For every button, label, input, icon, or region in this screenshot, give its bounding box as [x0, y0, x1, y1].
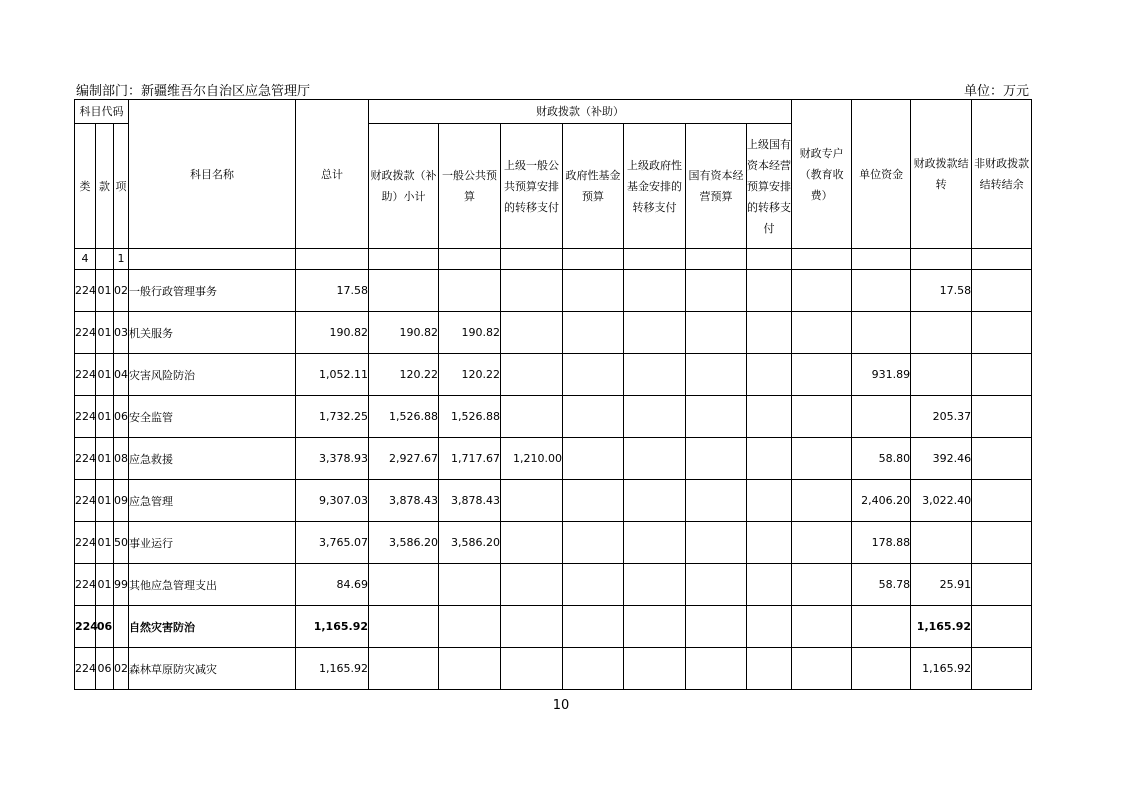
cell-name: 森林草原防灾减灾: [129, 648, 296, 690]
cell-total: 3,378.93: [296, 438, 369, 480]
cell-unit-funds: 178.88: [852, 522, 911, 564]
cell-fiscal-carryover: [911, 522, 972, 564]
cell-unit-funds: 58.78: [852, 564, 911, 606]
cell-unit-funds: 2,406.20: [852, 480, 911, 522]
cell-kuan: 01: [96, 354, 114, 396]
cell-fiscal-carryover: 3,022.40: [911, 480, 972, 522]
col-fiscal-group: 财政拨款（补助）: [369, 100, 792, 124]
cell-name: 自然灾害防治: [129, 606, 296, 648]
cell-lei: 224: [75, 438, 96, 480]
cell-xiang: 06: [114, 396, 129, 438]
cell-xiang: 09: [114, 480, 129, 522]
header-row-1: [75, 100, 1032, 124]
cell-fiscal-carryover: [911, 354, 972, 396]
cell-xiang: 99: [114, 564, 129, 606]
col-lei: 类: [75, 124, 96, 249]
cell-general-budget: [439, 564, 501, 606]
department-label: 编制部门：新疆维吾尔自治区应急管理厅: [76, 84, 311, 99]
cell-unit-funds: 931.89: [852, 354, 911, 396]
cell-general-budget: 3,878.43: [439, 480, 501, 522]
table-row: [75, 522, 1032, 564]
cell-general-budget: 190.82: [439, 312, 501, 354]
cell-kuan: 01: [96, 312, 114, 354]
cell-total: 1,052.11: [296, 354, 369, 396]
cell-xiang: 50: [114, 522, 129, 564]
cell-fiscal-subtotal: [369, 564, 439, 606]
cell-fiscal-subtotal: 2,927.67: [369, 438, 439, 480]
cell-unit-funds: [852, 312, 911, 354]
cell-name: 安全监管: [129, 396, 296, 438]
cell-xiang: 08: [114, 438, 129, 480]
cell-kuan: 01: [96, 480, 114, 522]
col-fiscal-carryover: 财政拨款结转: [911, 100, 972, 249]
cell-upper-general-transfer: 1,210.00: [501, 438, 563, 480]
cell-kuan: 01: [96, 564, 114, 606]
cell-lei: 224: [75, 522, 96, 564]
cell-total: 17.58: [296, 270, 369, 312]
cell-lei: 224: [75, 354, 96, 396]
cell-fiscal-carryover: 1,165.92: [911, 606, 972, 648]
cell-unit-funds: [852, 270, 911, 312]
col-upper-general-transfer: 上级一般公共预算安排的转移支付: [501, 124, 563, 249]
cell-total: 1,165.92: [296, 648, 369, 690]
col-general-budget: 一般公共预算: [439, 124, 501, 249]
cell-kuan: 01: [96, 270, 114, 312]
cell-total: 1,732.25: [296, 396, 369, 438]
cell-lei: 224: [75, 396, 96, 438]
cell-xiang: 02: [114, 648, 129, 690]
cell-upper-general-transfer: [501, 312, 563, 354]
cell-fiscal-subtotal: [369, 648, 439, 690]
col-kuan: 款: [96, 124, 114, 249]
cell-xiang: 03: [114, 312, 129, 354]
cell-unit-funds: [852, 396, 911, 438]
cell-name: 其他应急管理支出: [129, 564, 296, 606]
budget-table: [74, 99, 1032, 690]
cell-fiscal-subtotal: 3,586.20: [369, 522, 439, 564]
col-name: 科目名称: [129, 100, 296, 249]
table-row: [75, 438, 1032, 480]
cell-fiscal-subtotal: 120.22: [369, 354, 439, 396]
cell-total: 9,307.03: [296, 480, 369, 522]
cell-unit-funds: [852, 606, 911, 648]
cell-xiang: 04: [114, 354, 129, 396]
col-upper-gov-fund-transfer: 上级政府性基金安排的转移支付: [624, 124, 686, 249]
cell-fiscal-subtotal: 1,526.88: [369, 396, 439, 438]
cell-upper-general-transfer: [501, 564, 563, 606]
top-row-xiang: 1: [114, 249, 129, 270]
cell-kuan: 06: [96, 606, 114, 648]
col-fiscal-subtotal: 财政拨款（补助）小计: [369, 124, 439, 249]
cell-unit-funds: [852, 648, 911, 690]
cell-lei: 224: [75, 312, 96, 354]
table-row: [75, 396, 1032, 438]
cell-name: 应急管理: [129, 480, 296, 522]
cell-upper-general-transfer: [501, 396, 563, 438]
table-row: [75, 606, 1032, 648]
cell-fiscal-carryover: 1,165.92: [911, 648, 972, 690]
col-upper-state-capital-transfer: 上级国有资本经营预算安排的转移支付: [747, 124, 792, 249]
cell-general-budget: 3,586.20: [439, 522, 501, 564]
unit-label: 单位：万元: [963, 84, 1029, 99]
cell-lei: 224: [75, 480, 96, 522]
cell-fiscal-subtotal: 190.82: [369, 312, 439, 354]
cell-xiang: 02: [114, 270, 129, 312]
cell-lei: 224: [75, 564, 96, 606]
cell-kuan: 01: [96, 438, 114, 480]
cell-fiscal-carryover: 392.46: [911, 438, 972, 480]
cell-fiscal-carryover: 17.58: [911, 270, 972, 312]
cell-general-budget: 120.22: [439, 354, 501, 396]
top-row-lei: 4: [75, 249, 96, 270]
table-row: [75, 312, 1032, 354]
cell-upper-general-transfer: [501, 648, 563, 690]
cell-lei: 224: [75, 270, 96, 312]
col-unit-funds: 单位资金: [852, 100, 911, 249]
cell-unit-funds: 58.80: [852, 438, 911, 480]
cell-kuan: 06: [96, 648, 114, 690]
cell-kuan: 01: [96, 522, 114, 564]
cell-upper-general-transfer: [501, 606, 563, 648]
cell-upper-general-transfer: [501, 354, 563, 396]
cell-fiscal-subtotal: [369, 606, 439, 648]
page-number: 10: [552, 698, 570, 713]
cell-upper-general-transfer: [501, 522, 563, 564]
cell-fiscal-subtotal: 3,878.43: [369, 480, 439, 522]
col-total: 总计: [296, 100, 369, 249]
col-state-capital: 国有资本经营预算: [686, 124, 747, 249]
cell-xiang: [114, 606, 129, 648]
cell-total: 190.82: [296, 312, 369, 354]
cell-upper-general-transfer: [501, 270, 563, 312]
cell-general-budget: [439, 270, 501, 312]
top-row: [75, 249, 1032, 270]
cell-fiscal-carryover: [911, 312, 972, 354]
cell-general-budget: [439, 648, 501, 690]
col-xiang: 项: [114, 124, 129, 249]
table-row: [75, 270, 1032, 312]
cell-name: 灾害风险防治: [129, 354, 296, 396]
cell-total: 1,165.92: [296, 606, 369, 648]
col-code-group: 科目代码: [75, 100, 129, 124]
cell-fiscal-subtotal: [369, 270, 439, 312]
table-row: [75, 648, 1032, 690]
col-nonfiscal-carryover: 非财政拨款结转结余: [972, 100, 1032, 249]
cell-general-budget: 1,717.67: [439, 438, 501, 480]
cell-total: 3,765.07: [296, 522, 369, 564]
col-special-edu: 财政专户（教育收费）: [792, 100, 852, 249]
cell-name: 一般行政管理事务: [129, 270, 296, 312]
cell-total: 84.69: [296, 564, 369, 606]
cell-lei: 224: [75, 648, 96, 690]
cell-fiscal-carryover: 25.91: [911, 564, 972, 606]
cell-name: 机关服务: [129, 312, 296, 354]
cell-fiscal-carryover: 205.37: [911, 396, 972, 438]
cell-name: 应急救援: [129, 438, 296, 480]
table-row: [75, 354, 1032, 396]
table-row: [75, 480, 1032, 522]
cell-general-budget: [439, 606, 501, 648]
cell-upper-general-transfer: [501, 480, 563, 522]
table-row: [75, 564, 1032, 606]
col-gov-fund: 政府性基金预算: [563, 124, 624, 249]
cell-name: 事业运行: [129, 522, 296, 564]
cell-general-budget: 1,526.88: [439, 396, 501, 438]
cell-lei: 224: [75, 606, 96, 648]
cell-kuan: 01: [96, 396, 114, 438]
